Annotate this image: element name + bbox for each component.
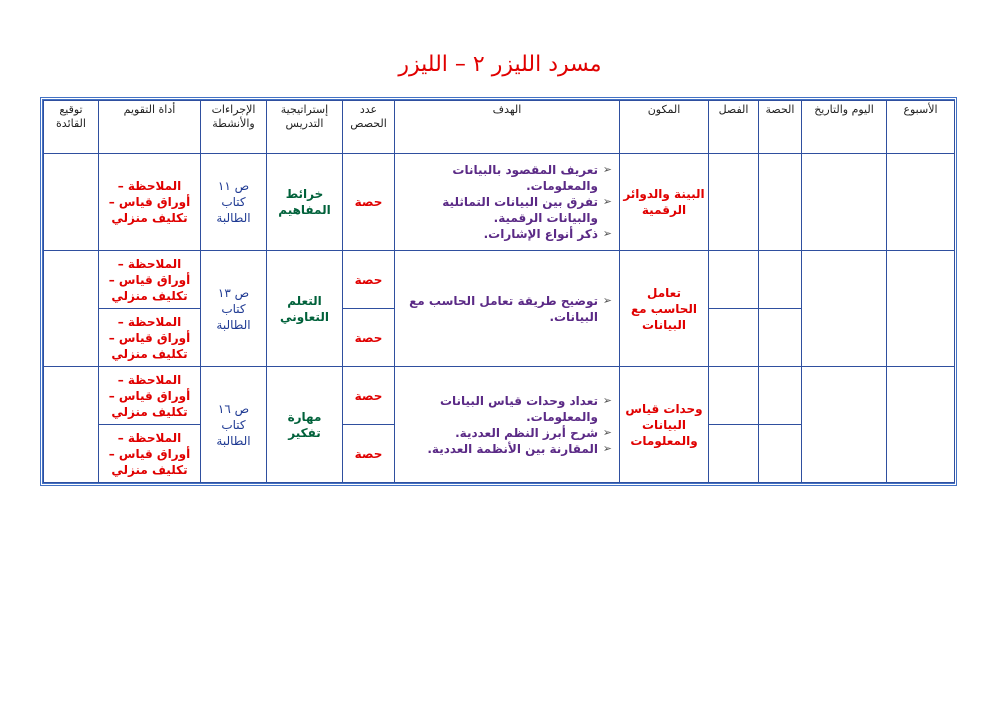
class-cell <box>709 154 759 251</box>
leader-signature-cell <box>44 367 99 483</box>
goal-cell <box>395 367 620 483</box>
check-arrow-bullet-icon: ➢ <box>602 441 612 455</box>
lesson-plan-table <box>43 100 955 483</box>
component-cell: تعامل الحاسب مع البيانات <box>620 251 709 367</box>
period-cell <box>759 154 802 251</box>
procedures-cell: ص ١٦ كتاب الطالبة <box>201 367 267 483</box>
header-procedures: الإجراءات والأنشطة <box>201 101 267 154</box>
periods-count-cell: حصة <box>343 425 395 483</box>
strategy-cell: مهارة تفكير <box>267 367 343 483</box>
check-arrow-bullet-icon: ➢ <box>602 163 612 176</box>
header-leader-signature: توقيع القائدة <box>44 101 99 154</box>
strategy-cell: التعلم التعاوني <box>267 251 343 367</box>
leader-signature-cell <box>44 251 99 367</box>
class-cell <box>709 425 759 483</box>
header-component: المكون <box>620 101 709 154</box>
table-row <box>44 251 955 309</box>
day-date-cell <box>802 367 887 483</box>
period-cell <box>759 367 802 425</box>
goal-item: ➢ تعريف المقصود بالبيانات والمعلومات. <box>452 163 612 193</box>
component-cell: البينة والدوائر الرقمية <box>620 154 709 251</box>
assessment-cell: الملاحظة – أوراق قياس – تكليف منزلي <box>99 425 201 483</box>
page-title: مسرد الليزر ٢ – الليزر <box>398 52 602 77</box>
check-arrow-bullet-icon: ➢ <box>602 425 612 439</box>
week-cell <box>887 251 955 367</box>
assessment-cell: الملاحظة – أوراق قياس – تكليف منزلي <box>99 367 201 425</box>
header-class: الفصل <box>709 101 759 154</box>
day-date-cell <box>802 154 887 251</box>
goal-item: ➢ توضيح طريقة تعامل الحاسب مع البيانات. <box>409 293 612 324</box>
check-arrow-bullet-icon: ➢ <box>602 227 612 240</box>
header-goal: الهدف <box>395 101 620 154</box>
assessment-cell: الملاحظة – أوراق قياس – تكليف منزلي <box>99 154 201 251</box>
goal-item: ➢ المقارنة بين الأنظمة العددية. <box>427 441 612 456</box>
goal-cell <box>395 154 620 251</box>
header-strategy: إستراتيجية التدريس <box>267 101 343 154</box>
goal-item: ➢ ذكر أنواع الإشارات. <box>483 227 612 241</box>
period-cell <box>759 309 802 367</box>
period-cell <box>759 251 802 309</box>
check-arrow-bullet-icon: ➢ <box>602 393 612 407</box>
periods-count-cell: حصة <box>343 251 395 309</box>
goal-item: ➢ تعداد وحدات قياس البيانات والمعلومات. <box>439 393 612 424</box>
goal-item: ➢ تفرق بين البيانات التماثلية والبيانات الرقمية. <box>442 195 612 225</box>
table-row <box>44 367 955 425</box>
table-row <box>44 154 955 251</box>
check-arrow-bullet-icon: ➢ <box>602 195 612 208</box>
week-cell <box>887 154 955 251</box>
header-week: الأسبوع <box>887 101 955 154</box>
leader-signature-cell <box>44 154 99 251</box>
goal-cell <box>395 251 620 367</box>
procedures-cell: ص ١٣ كتاب الطالبة <box>201 251 267 367</box>
check-arrow-bullet-icon: ➢ <box>602 293 612 307</box>
header-periods-count: عدد الحصص <box>343 101 395 154</box>
procedures-cell: ص ١١ كتاب الطالبة <box>201 154 267 251</box>
header-period: الحصة <box>759 101 802 154</box>
class-cell <box>709 367 759 425</box>
goal-item: ➢ شرح أبرز النظم العددية. <box>455 425 612 440</box>
assessment-cell: الملاحظة – أوراق قياس – تكليف منزلي <box>99 251 201 309</box>
class-cell <box>709 251 759 309</box>
period-cell <box>759 425 802 483</box>
component-cell: وحدات قياس البيانات والمعلومات <box>620 367 709 483</box>
week-cell <box>887 367 955 483</box>
header-day-date: اليوم والتاريخ <box>802 101 887 154</box>
periods-count-cell: حصة <box>343 154 395 251</box>
periods-count-cell: حصة <box>343 309 395 367</box>
table-header-row <box>44 101 955 154</box>
periods-count-cell: حصة <box>343 367 395 425</box>
class-cell <box>709 309 759 367</box>
assessment-cell: الملاحظة – أوراق قياس – تكليف منزلي <box>99 309 201 367</box>
header-assessment: أداة التقويم <box>99 101 201 154</box>
day-date-cell <box>802 251 887 367</box>
strategy-cell: خرائط المفاهيم <box>267 154 343 251</box>
